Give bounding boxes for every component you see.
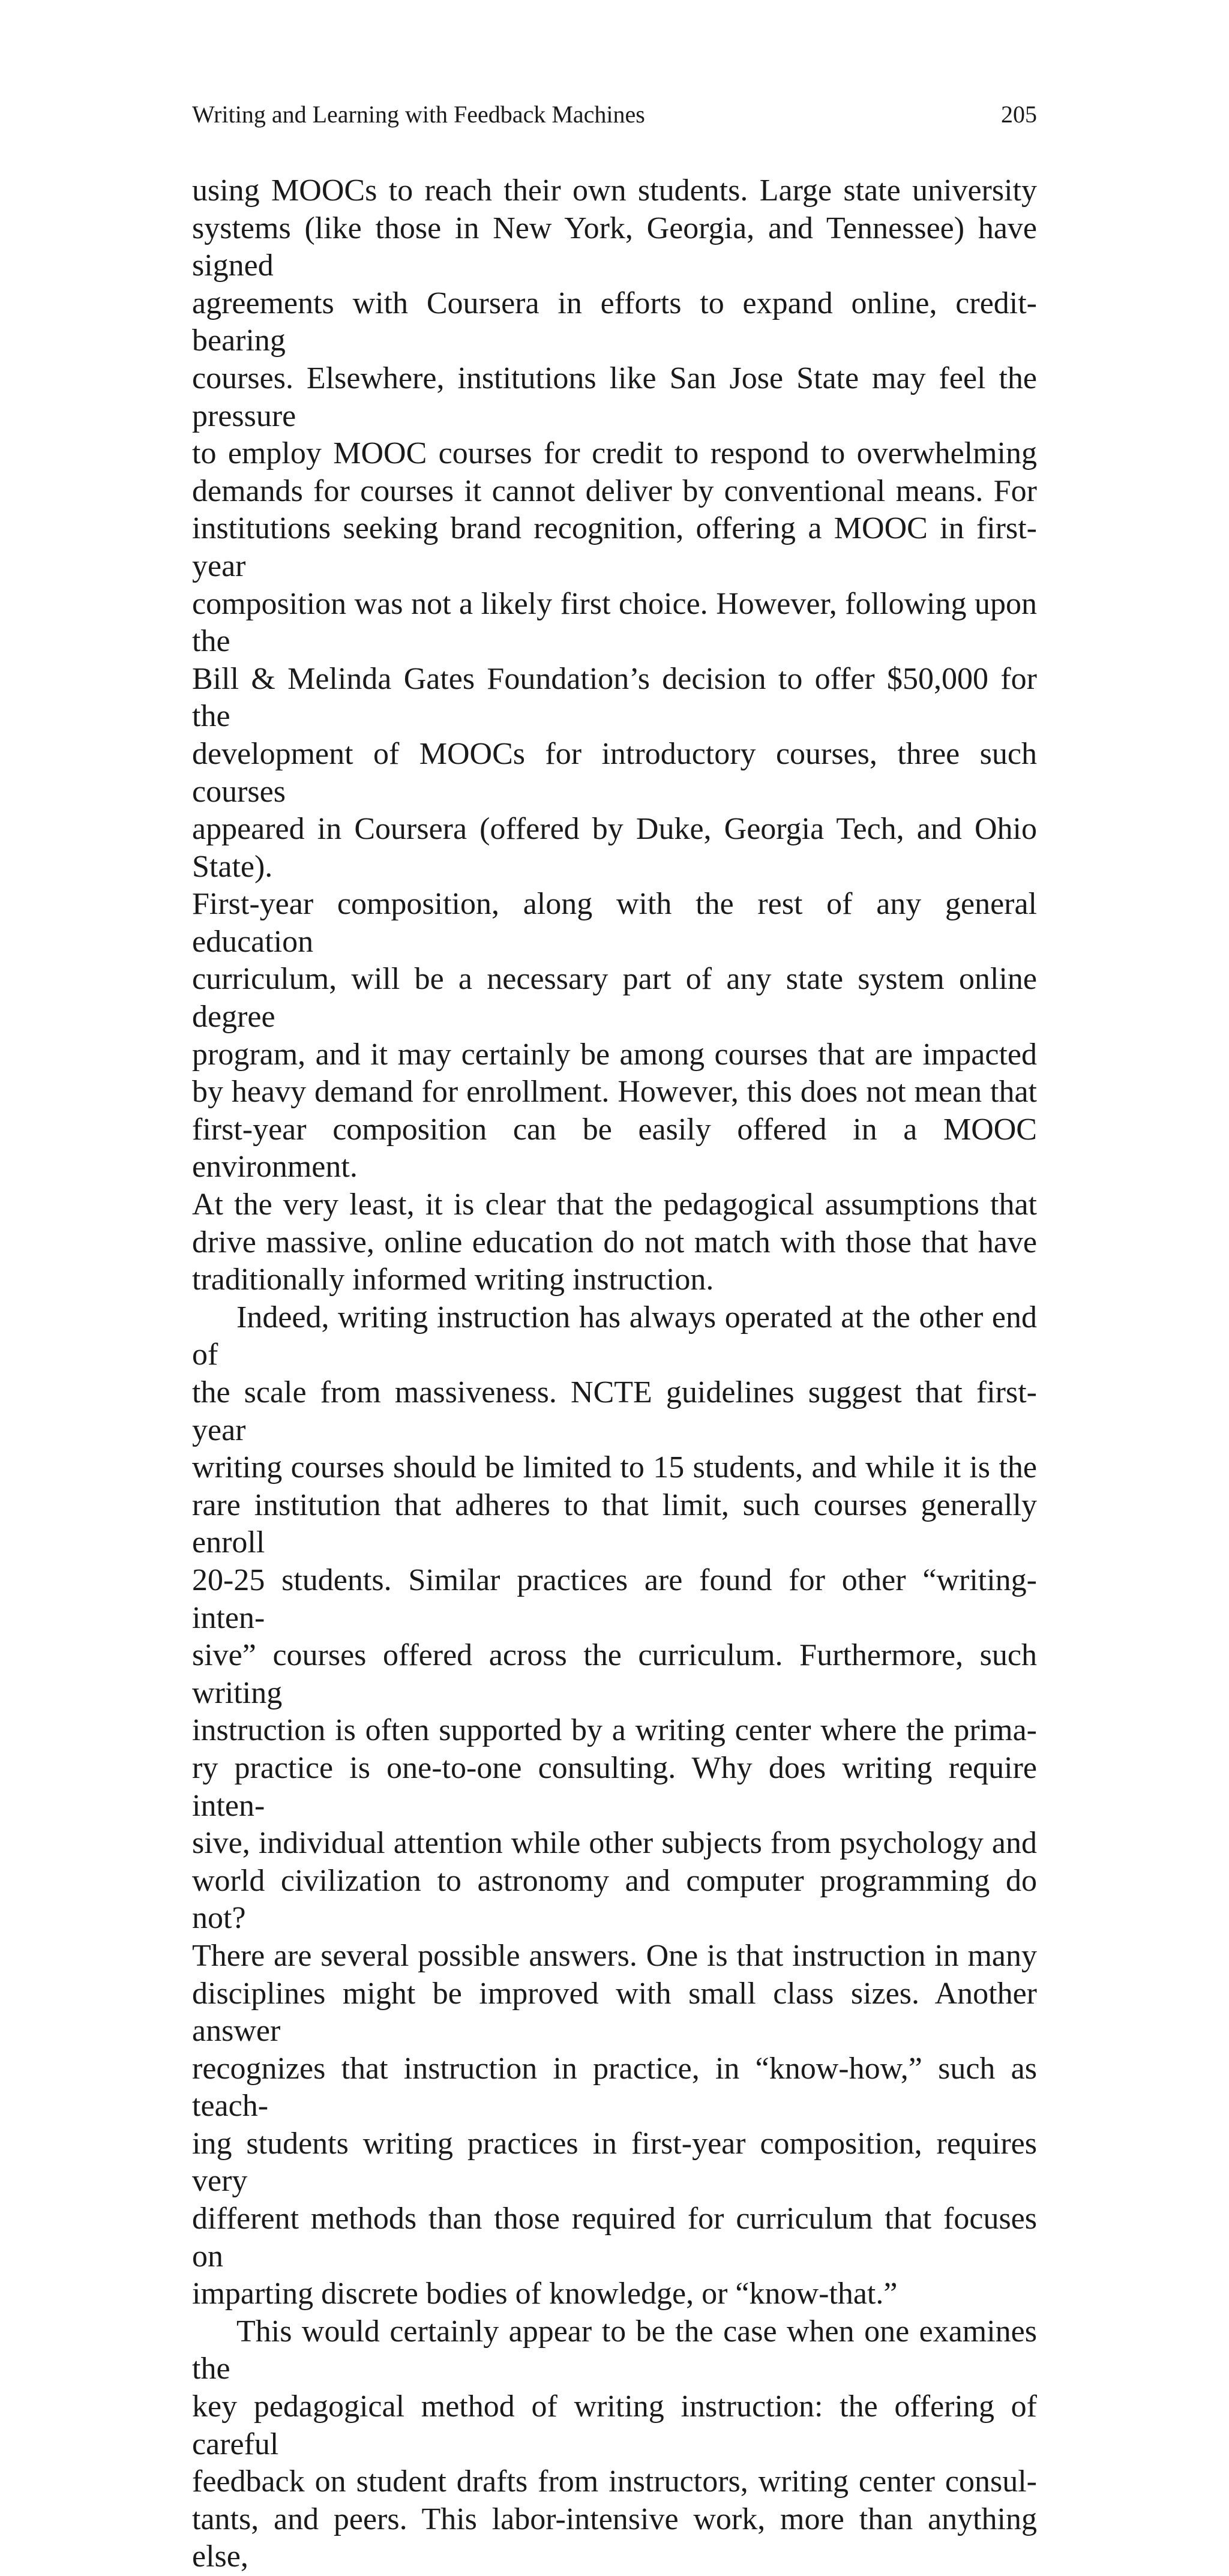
text-line: program, and it may certainly be among courses that are impacted xyxy=(192,1037,1037,1072)
text-line: writing courses should be limited to 15 students, and while it is the xyxy=(192,1450,1037,1485)
text-line: tants, and peers. This labor-intensive work, more than anything else, xyxy=(192,2502,1037,2574)
text-line: agreements with Coursera in efforts to expand online, credit-bearing xyxy=(192,286,1037,358)
text-line: recognizes that instruction in practice, in “know-how,” such as teach- xyxy=(192,2051,1037,2124)
text-line: different methods than those required for curriculum that focuses on xyxy=(192,2202,1037,2274)
text-line: using MOOCs to reach their own students. Large state university xyxy=(192,173,1037,208)
text-line: disciplines might be improved with small class sizes. Another answer xyxy=(192,1976,1037,2049)
page-number: 205 xyxy=(1001,101,1037,128)
text-line: first-year composition can be easily offered in a MOOC environment. xyxy=(192,1112,1037,1184)
text-line: curriculum, will be a necessary part of any state system online degree xyxy=(192,962,1037,1034)
text-line: ing students writing practices in first-year composition, requires very xyxy=(192,2126,1037,2199)
text-line: systems (like those in New York, Georgia, and Tennessee) have signed xyxy=(192,211,1037,283)
text-line: First-year composition, along with the rest of any general education xyxy=(192,887,1037,959)
text-line-paragraph-end: imparting discrete bodies of knowledge, or “know-that.” xyxy=(192,2277,898,2311)
text-line: appeared in Coursera (offered by Duke, Georgia Tech, and Ohio State). xyxy=(192,812,1037,884)
text-line: courses. Elsewhere, institutions like San Jose State may feel the pressure xyxy=(192,361,1037,433)
text-line: demands for courses it cannot deliver by conventional means. For xyxy=(192,473,1037,508)
text-line: ry practice is one-to-one consulting. Why does writing require inten- xyxy=(192,1750,1037,1823)
running-title: Writing and Learning with Feedback Machines xyxy=(192,101,645,128)
text-line: 20-25 students. Similar practices are found for other “writing-inten- xyxy=(192,1563,1037,1635)
text-line: to employ MOOC courses for credit to respond to overwhelming xyxy=(192,436,1037,471)
text-line: institutions seeking brand recognition, offering a MOOC in first-year xyxy=(192,511,1037,583)
text-line: There are several possible answers. One is that instruction in many xyxy=(192,1938,1037,1973)
text-line: by heavy demand for enrollment. However, this does not mean that xyxy=(192,1075,1037,1109)
text-line: instruction is often supported by a writing center where the prima- xyxy=(192,1713,1037,1748)
text-line: world civilization to astronomy and computer programming do not? xyxy=(192,1863,1037,1936)
text-line: drive massive, online education do not match with those that have xyxy=(192,1225,1037,1259)
text-line-paragraph-start: Indeed, writing instruction has always operated at the other end of xyxy=(192,1300,1037,1372)
text-line: rare institution that adheres to that limit, such courses generally enroll xyxy=(192,1488,1037,1560)
text-line: sive, individual attention while other subjects from psychology and xyxy=(192,1826,1037,1861)
text-line: key pedagogical method of writing instruction: the offering of careful xyxy=(192,2389,1037,2461)
text-line-paragraph-end: traditionally informed writing instruction. xyxy=(192,1262,714,1297)
text-line: development of MOOCs for introductory courses, three such courses xyxy=(192,736,1037,809)
text-line: sive” courses offered across the curriculum. Furthermore, such writing xyxy=(192,1638,1037,1710)
body-text xyxy=(192,172,1037,2576)
text-line: the scale from massiveness. NCTE guidelines suggest that first-year xyxy=(192,1375,1037,1447)
text-line: At the very least, it is clear that the pedagogical assumptions that xyxy=(192,1187,1037,1222)
text-line: composition was not a likely first choice. However, following upon the xyxy=(192,586,1037,659)
text-line: Bill & Melinda Gates Foundation’s decision to offer $50,000 for the xyxy=(192,661,1037,734)
text-line-paragraph-start: This would certainly appear to be the case when one examines the xyxy=(192,2314,1037,2386)
running-header xyxy=(192,98,1037,131)
text-line: feedback on student drafts from instructors, writing center consul- xyxy=(192,2464,1037,2499)
